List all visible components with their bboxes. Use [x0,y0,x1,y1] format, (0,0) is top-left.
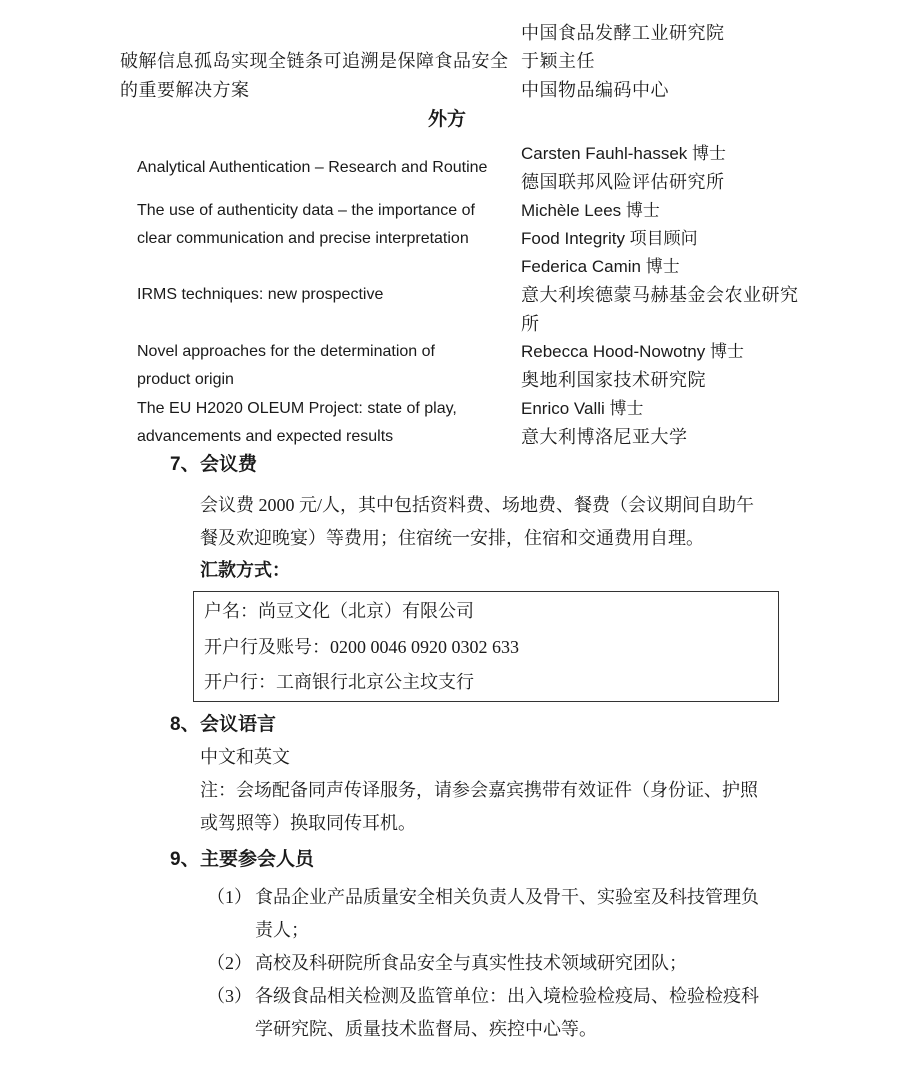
speaker-org-line: 中国食品发酵工业研究院 [521,23,725,43]
speaker-name-line: Michèle Lees 博士 [521,200,660,220]
table-row [137,253,837,338]
talk-title-line: The use of authenticity data – the importance of [137,201,475,219]
speaker-name-line: Rebecca Hood-Nowotny 博士 [521,342,744,362]
note-line: 注：会场配备同声传译服务，请参会嘉宾携带有效证件（身份证、护照 [200,779,758,800]
talk-title-line: 的重要解决方案 [120,79,250,100]
talk-title-cell [137,395,521,452]
section-number: 8、 [170,713,200,735]
section-language [0,711,900,840]
speaker-org-line: 德国联邦风险评估研究所 [521,172,725,193]
section-title: 会议语言 [200,713,277,735]
table-row [137,395,837,452]
speaker-org-line: 意大利埃德蒙马赫基金会农业研究 [521,285,799,306]
speaker-name-line: Federica Camin 博士 [521,257,680,277]
note-line: 或驾照等）换取同传耳机。 [200,812,416,833]
talk-title-cell [137,140,521,197]
talk-title-line: advancements and expected results [137,427,394,445]
talk-title-cell [137,338,521,395]
bank-info-box [193,591,779,702]
talk-title-line: 破解信息孤岛实现全链条可追溯是保障食品安全 [120,51,509,72]
talk-title-line: clear communication and precise interpretation [137,229,469,247]
talk-title-line: product origin [137,371,234,389]
speaker-cell [521,140,837,197]
speaker-org-line: 奥地利国家技术研究院 [521,370,706,391]
speaker-cell [521,197,837,254]
section-number: 7、 [170,454,200,476]
list-item [207,980,900,1046]
table-row [120,19,837,104]
fee-paragraph [200,489,800,555]
speaker-cell [521,19,837,104]
section-heading-participants [170,846,900,874]
talk-title-cell [137,253,521,338]
speaker-cell [521,253,837,338]
talk-title-line: IRMS techniques: new prospective [137,286,384,304]
list-item-line: 学研究院、质量技术监督局、疾控中心等。 [255,1018,597,1039]
bank-branch: 开户行：工商银行北京公主坟支行 [204,672,474,693]
table-row [137,338,837,395]
section-heading-language [170,711,900,739]
talk-title-cell [120,19,521,104]
talk-title-line: Analytical Authentication – Research and Routine [137,159,488,177]
list-item-text [255,881,855,947]
speaker-org-line: 所 [521,313,540,334]
list-item-number: （2） [207,952,252,973]
talk-title-cell [137,197,521,254]
talk-title-line: The EU H2020 OLEUM Project: state of play, [137,399,457,417]
section-fee [0,451,900,702]
section-participants [0,846,900,1046]
list-item-line: 各级食品相关检测及监管单位：出入境检验检疫局、检验检疫科 [255,985,759,1006]
agenda-table [0,19,900,451]
speaker-name-line: Enrico Valli 博士 [521,398,644,418]
bank-account-number: 开户行及账号：0200 0046 0920 0302 633 [204,636,519,657]
list-item-line: 高校及科研院所食品安全与真实性技术领域研究团队； [255,952,687,973]
list-item [207,881,900,947]
speaker-org-line: Food Integrity 项目顾问 [521,228,698,248]
list-item-number: （3） [207,985,252,1006]
speaker-name-line: 于颖主任 [521,51,595,72]
fee-paragraph-line: 会议费 2000 元/人，其中包括资料费、场地费、餐费（会议期间自助午 [200,495,754,516]
list-item-text [255,980,855,1046]
speaker-name-line: Carsten Fauhl-hassek 博士 [521,144,727,163]
table-row [137,140,837,197]
speaker-cell [521,338,837,395]
section-heading-fee [170,451,900,479]
participant-list [0,881,900,1046]
speaker-org-line: 意大利博洛尼亚大学 [521,426,688,447]
table-row [137,197,837,254]
fee-paragraph-line: 餐及欢迎晚宴）等费用；住宿统一安排，住宿和交通费用自理。 [200,528,704,549]
section-title: 会议费 [200,454,258,476]
speaker-cell [521,395,837,452]
list-item [207,947,900,980]
talk-title-line: Novel approaches for the determination of [137,343,435,361]
remittance-label: 汇款方式： [200,560,290,581]
speaker-org-line: 中国物品编码中心 [521,79,669,100]
list-item-text [255,947,855,980]
section-title: 主要参会人员 [200,848,315,870]
group-header-foreign: 外方 [427,109,466,130]
interpretation-note [200,774,800,840]
languages-line: 中文和英文 [200,746,290,767]
list-item-line: 责人； [255,919,309,940]
list-item-number: （1） [207,886,252,907]
section-number: 9、 [170,848,200,870]
bank-account-name: 户名：尚豆文化（北京）有限公司 [204,601,474,622]
list-item-line: 食品企业产品质量安全相关负责人及骨干、实验室及科技管理负 [255,886,759,907]
